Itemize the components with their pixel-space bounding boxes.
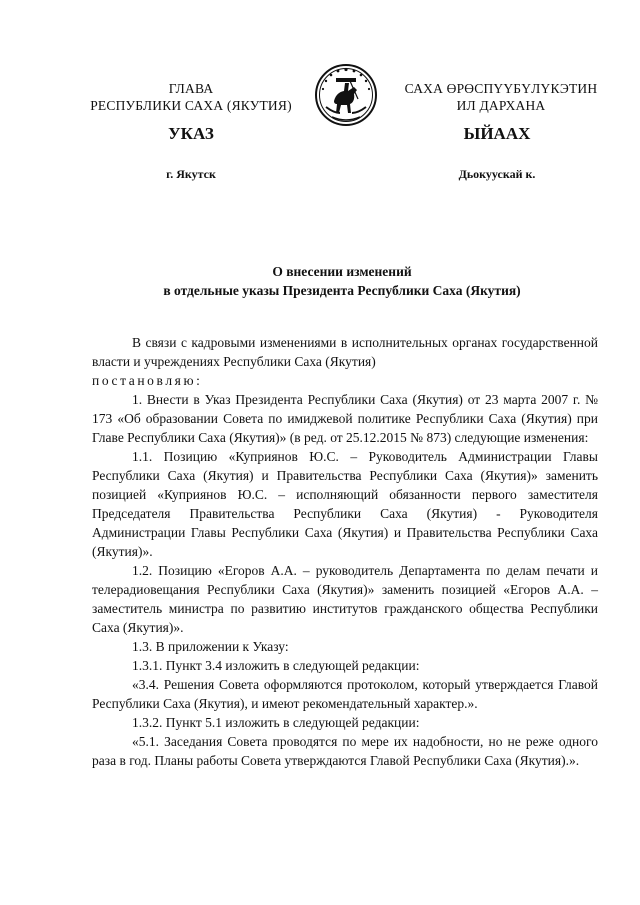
paragraph-quote-3-4: «3.4. Решения Совета оформляются протоколом, который утверждается Главой Республики Саха (Якутия), и имеют рекомендательный характер.».: [92, 677, 598, 711]
decree-word: постановляю:: [92, 373, 203, 388]
title-ukaz: УКАЗ: [168, 124, 214, 143]
paragraph-quote-5-1: «5.1. Заседания Совета проводятся по мере их надобности, но не реже одного раза в год. Планы работы Совета утверждаются Главой Республики Саха (Якутия).».: [92, 734, 598, 768]
paragraph-item-1-3-1: 1.3.1. Пункт 3.4 изложить в следующей редакции:: [132, 658, 420, 673]
paragraph-preamble: В связи с кадровыми изменениями в исполнительных органах государственной власти и учреждениях Республики Саха (Якутия): [92, 335, 598, 369]
paragraph-item-1-3: 1.3. В приложении к Указу:: [132, 639, 289, 654]
decree-body: [92, 333, 598, 770]
title-yiiaakh: ЫЙААХ: [463, 124, 531, 143]
paragraph-item-1-3-2: 1.3.2. Пункт 5.1 изложить в следующей редакции:: [132, 715, 420, 730]
coat-of-arms-emblem: [314, 63, 378, 127]
header-right-line1: САХА ӨРӨСПҮҮБҮЛҮКЭТИН: [404, 81, 598, 96]
subject-line1: О внесении изменений: [272, 264, 412, 279]
city-left: г. Якутск: [166, 167, 216, 181]
header-left-line1: ГЛАВА: [168, 81, 214, 96]
header-right-block: [384, 80, 618, 114]
header-left-line2: РЕСПУБЛИКИ САХА (ЯКУТИЯ): [90, 98, 292, 113]
header-right-line2: ИЛ ДАРХАНА: [456, 98, 546, 113]
city-right: Дьокуускай к.: [458, 167, 536, 181]
paragraph-item-1-1: 1.1. Позицию «Куприянов Ю.С. – Руководитель Администрации Главы Республики Саха (Якутия) и Правительства Республики Саха (Якутия)» заменить позицией «Куприянов Ю.С. – исполняющий обязанности первого заместителя Председателя Правительства Республики Саха (Якутия) - Руководителя Администрации Главы Республики Саха (Якутия) и Правительства Республики Саха (Якутия)».: [92, 449, 598, 559]
decree-subject: [92, 262, 592, 300]
subject-line2: в отдельные указы Президента Республики Саха (Якутия): [163, 283, 521, 298]
header-left-block: [74, 80, 308, 114]
paragraph-item-1-2: 1.2. Позицию «Егоров А.А. – руководитель Департамента по делам печати и телерадиовещания Республики Саха (Якутия)» заменить позицией «Егоров А.А. – заместитель министра по развитию институтов гражданского общества Республики Саха (Якутия)».: [92, 563, 598, 635]
paragraph-item-1: 1. Внести в Указ Президента Республики Саха (Якутия) от 23 марта 2007 г. № 173 «Об образовании Совета по имиджевой политике Республики Саха (Якутия) при Главе Республики Саха (Якутия)» (в ред. от 25.12.2015 № 873) следующие изменения:: [92, 392, 598, 445]
